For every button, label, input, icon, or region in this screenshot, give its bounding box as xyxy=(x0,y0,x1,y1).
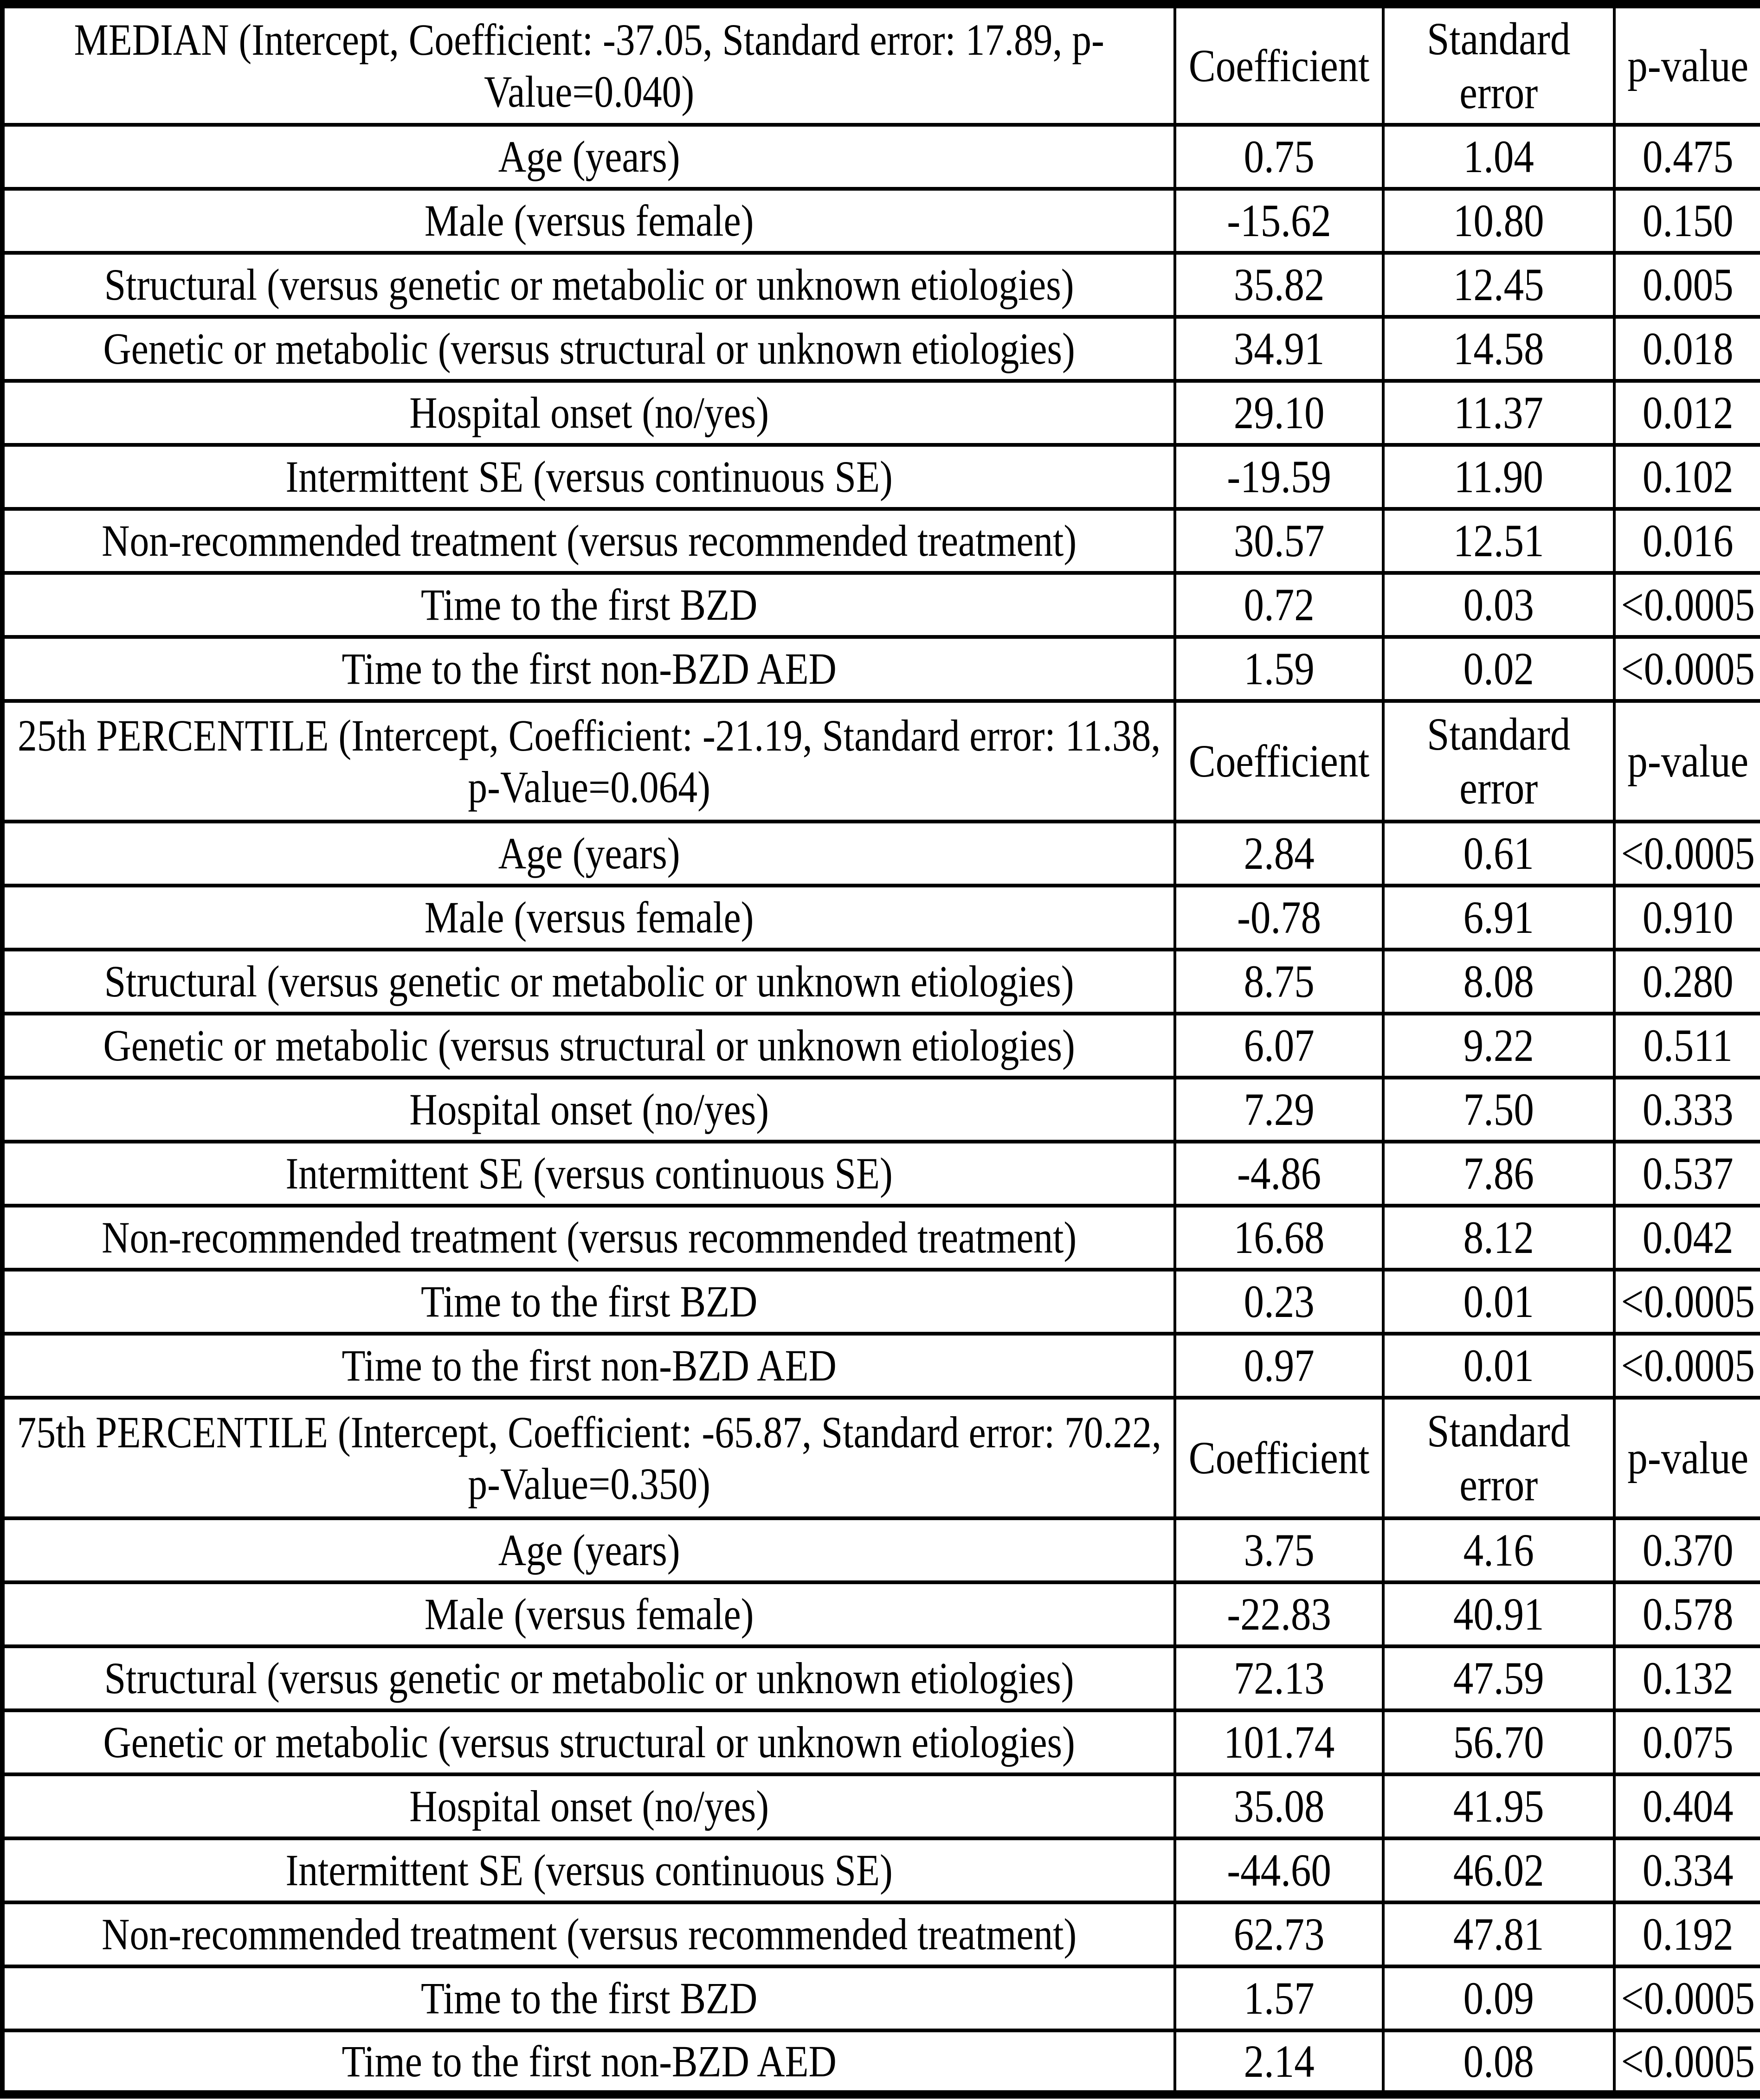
coefficient-value xyxy=(1175,1838,1383,1902)
section-title-text: 25th PERCENTILE (Intercept, Coefficient: -21.19, Standard error: 11.38, p-Value=0.064) xyxy=(17,710,1161,812)
p-value xyxy=(1614,886,1760,950)
p-value xyxy=(1614,1078,1760,1142)
standard-error-value xyxy=(1383,1774,1614,1838)
table-row xyxy=(2,1518,1760,1582)
p-value-text: <0.0005 xyxy=(1621,1276,1755,1327)
p-value-text: 0.005 xyxy=(1642,259,1734,310)
column-header-standard-error xyxy=(1383,701,1614,822)
predictor-label-text: Non-recommended treatment (versus recommended treatment) xyxy=(101,1909,1077,1959)
table-row xyxy=(2,381,1760,445)
predictor-label-text: Genetic or metabolic (versus structural or unknown etiologies) xyxy=(103,324,1075,374)
coefficient-value-text: 35.08 xyxy=(1233,1780,1325,1832)
predictor-label xyxy=(2,1014,1175,1078)
predictor-label-text: Intermittent SE (versus continuous SE) xyxy=(285,1149,893,1199)
coefficient-value xyxy=(1175,1334,1383,1398)
predictor-label-text: Time to the first BZD xyxy=(420,1277,758,1327)
predictor-label-text: Hospital onset (no/yes) xyxy=(409,388,769,438)
predictor-label xyxy=(2,950,1175,1014)
coefficient-value-text: 72.13 xyxy=(1233,1652,1325,1704)
standard-error-value xyxy=(1383,573,1614,637)
column-header-text: p-value xyxy=(1627,735,1748,787)
table-row xyxy=(2,637,1760,701)
standard-error-value-text: 0.02 xyxy=(1463,643,1534,694)
predictor-label-text: Male (versus female) xyxy=(424,196,754,246)
standard-error-value-text: 0.09 xyxy=(1463,1972,1534,2024)
predictor-label xyxy=(2,1838,1175,1902)
standard-error-value xyxy=(1383,125,1614,189)
predictor-label-text: Non-recommended treatment (versus recommended treatment) xyxy=(101,516,1077,566)
coefficient-value-text: 6.07 xyxy=(1244,1020,1315,1071)
standard-error-value-text: 0.61 xyxy=(1463,828,1534,879)
standard-error-value-text: 4.16 xyxy=(1463,1524,1534,1576)
standard-error-value xyxy=(1383,1206,1614,1270)
predictor-label xyxy=(2,1646,1175,1710)
p-value-text: <0.0005 xyxy=(1621,579,1755,630)
predictor-label-text: Intermittent SE (versus continuous SE) xyxy=(285,452,893,502)
table-row xyxy=(2,445,1760,509)
coefficient-value xyxy=(1175,317,1383,381)
predictor-label-text: Intermittent SE (versus continuous SE) xyxy=(285,1845,893,1895)
p-value xyxy=(1614,1142,1760,1206)
standard-error-value xyxy=(1383,637,1614,701)
standard-error-value xyxy=(1383,1646,1614,1710)
standard-error-value-text: 6.91 xyxy=(1463,892,1534,943)
standard-error-value-text: 8.08 xyxy=(1463,956,1534,1007)
predictor-label-text: Structural (versus genetic or metabolic or unknown etiologies) xyxy=(104,260,1074,310)
predictor-label-text: Time to the first non-BZD AED xyxy=(342,644,837,694)
p-value-text: 0.511 xyxy=(1643,1020,1733,1071)
standard-error-value xyxy=(1383,1270,1614,1334)
standard-error-value xyxy=(1383,950,1614,1014)
p-value xyxy=(1614,1206,1760,1270)
table-row xyxy=(2,1078,1760,1142)
table-row xyxy=(2,509,1760,573)
p-value-text: 0.012 xyxy=(1642,387,1734,438)
p-value xyxy=(1614,1270,1760,1334)
section-header-row xyxy=(2,701,1760,822)
table-row xyxy=(2,1774,1760,1838)
column-header-text: Standard error xyxy=(1427,13,1571,118)
predictor-label xyxy=(2,1142,1175,1206)
section-title xyxy=(2,1398,1175,1518)
table-row xyxy=(2,2030,1760,2094)
p-value xyxy=(1614,317,1760,381)
coefficient-value-text: 2.84 xyxy=(1244,828,1315,879)
p-value-text: 0.018 xyxy=(1642,323,1734,374)
p-value xyxy=(1614,125,1760,189)
predictor-label-text: Time to the first non-BZD AED xyxy=(342,2036,837,2086)
section-25th-percentile xyxy=(2,701,1760,1398)
standard-error-value xyxy=(1383,1142,1614,1206)
coefficient-value-text: 7.29 xyxy=(1244,1084,1315,1135)
predictor-label-text: Age (years) xyxy=(498,1525,680,1575)
coefficient-value-text: 8.75 xyxy=(1244,956,1315,1007)
p-value xyxy=(1614,189,1760,253)
table-row xyxy=(2,886,1760,950)
coefficient-value xyxy=(1175,1646,1383,1710)
standard-error-value-text: 12.51 xyxy=(1453,515,1544,566)
p-value xyxy=(1614,2030,1760,2094)
coefficient-value xyxy=(1175,1902,1383,1966)
p-value xyxy=(1614,1774,1760,1838)
p-value xyxy=(1614,1902,1760,1966)
p-value-text: 0.910 xyxy=(1642,892,1734,943)
table-row xyxy=(2,1270,1760,1334)
p-value-text: <0.0005 xyxy=(1621,828,1755,879)
coefficient-value-text: -0.78 xyxy=(1237,892,1322,943)
standard-error-value-text: 41.95 xyxy=(1453,1780,1544,1832)
column-header-text: Standard error xyxy=(1427,1405,1571,1510)
p-value xyxy=(1614,1014,1760,1078)
coefficient-value-text: 16.68 xyxy=(1233,1212,1325,1263)
p-value xyxy=(1614,253,1760,317)
standard-error-value-text: 40.91 xyxy=(1453,1588,1544,1640)
coefficient-value xyxy=(1175,125,1383,189)
standard-error-value xyxy=(1383,381,1614,445)
p-value-text: 0.016 xyxy=(1642,515,1734,566)
predictor-label-text: Age (years) xyxy=(498,828,680,879)
predictor-label xyxy=(2,1078,1175,1142)
column-header-coefficient xyxy=(1175,4,1383,125)
predictor-label xyxy=(2,1710,1175,1774)
predictor-label xyxy=(2,1902,1175,1966)
coefficient-value-text: 1.57 xyxy=(1244,1972,1315,2024)
table-row xyxy=(2,573,1760,637)
coefficient-value-text: -19.59 xyxy=(1227,451,1331,502)
section-title-text: MEDIAN (Intercept, Coefficient: -37.05, Standard error: 17.89, p-Value=0.040) xyxy=(74,15,1104,116)
table-row xyxy=(2,1014,1760,1078)
standard-error-value-text: 0.03 xyxy=(1463,579,1534,630)
p-value-text: 0.042 xyxy=(1642,1212,1734,1263)
table-row xyxy=(2,1838,1760,1902)
table-row xyxy=(2,1646,1760,1710)
section-header-row xyxy=(2,4,1760,125)
predictor-label-text: Time to the first non-BZD AED xyxy=(342,1341,837,1391)
p-value-text: 0.370 xyxy=(1642,1524,1734,1576)
section-header-row xyxy=(2,1398,1760,1518)
predictor-label xyxy=(2,1518,1175,1582)
p-value-text: 0.334 xyxy=(1642,1844,1734,1896)
standard-error-value xyxy=(1383,1710,1614,1774)
column-header-p-value xyxy=(1614,701,1760,822)
table-row xyxy=(2,1902,1760,1966)
standard-error-value xyxy=(1383,317,1614,381)
coefficient-value xyxy=(1175,381,1383,445)
column-header-p-value xyxy=(1614,4,1760,125)
standard-error-value xyxy=(1383,1014,1614,1078)
p-value xyxy=(1614,1334,1760,1398)
standard-error-value xyxy=(1383,1334,1614,1398)
table-row xyxy=(2,317,1760,381)
section-median xyxy=(2,4,1760,701)
predictor-label-text: Structural (versus genetic or metabolic or unknown etiologies) xyxy=(104,957,1074,1007)
coefficient-value-text: 101.74 xyxy=(1223,1716,1335,1768)
predictor-label-text: Time to the first BZD xyxy=(420,580,758,630)
table-row xyxy=(2,189,1760,253)
standard-error-value xyxy=(1383,822,1614,886)
table-row xyxy=(2,253,1760,317)
p-value xyxy=(1614,637,1760,701)
p-value xyxy=(1614,573,1760,637)
section-title xyxy=(2,701,1175,822)
coefficient-value xyxy=(1175,1078,1383,1142)
p-value xyxy=(1614,1838,1760,1902)
coefficient-value xyxy=(1175,1206,1383,1270)
coefficient-value-text: 0.97 xyxy=(1244,1340,1315,1391)
standard-error-value xyxy=(1383,1838,1614,1902)
standard-error-value xyxy=(1383,1966,1614,2030)
predictor-label-text: Male (versus female) xyxy=(424,1589,754,1639)
coefficient-value-text: -15.62 xyxy=(1227,195,1331,246)
coefficient-value-text: 30.57 xyxy=(1233,515,1325,566)
standard-error-value-text: 7.86 xyxy=(1463,1148,1534,1199)
standard-error-value-text: 7.50 xyxy=(1463,1084,1534,1135)
predictor-label xyxy=(2,381,1175,445)
coefficient-value xyxy=(1175,2030,1383,2094)
section-title xyxy=(2,4,1175,125)
p-value xyxy=(1614,509,1760,573)
p-value xyxy=(1614,1582,1760,1646)
p-value xyxy=(1614,1710,1760,1774)
standard-error-value xyxy=(1383,1078,1614,1142)
coefficient-value-text: 0.72 xyxy=(1244,579,1315,630)
section-title-text: 75th PERCENTILE (Intercept, Coefficient: -65.87, Standard error: 70.22, p-Value=0.350) xyxy=(17,1407,1161,1509)
coefficient-value xyxy=(1175,822,1383,886)
column-header-coefficient xyxy=(1175,701,1383,822)
p-value-text: 0.192 xyxy=(1642,1908,1734,1960)
p-value-text: 0.578 xyxy=(1642,1588,1734,1640)
coefficient-value-text: 35.82 xyxy=(1233,259,1325,310)
p-value-text: <0.0005 xyxy=(1621,1972,1755,2024)
table-row xyxy=(2,1206,1760,1270)
coefficient-value xyxy=(1175,950,1383,1014)
predictor-label xyxy=(2,2030,1175,2094)
column-header-text: Standard error xyxy=(1427,708,1571,814)
standard-error-value xyxy=(1383,509,1614,573)
coefficient-value xyxy=(1175,1142,1383,1206)
p-value-text: 0.475 xyxy=(1642,131,1734,182)
predictor-label xyxy=(2,1334,1175,1398)
standard-error-value-text: 46.02 xyxy=(1453,1844,1544,1896)
predictor-label-text: Structural (versus genetic or metabolic or unknown etiologies) xyxy=(104,1653,1074,1703)
column-header-coefficient xyxy=(1175,1398,1383,1518)
predictor-label-text: Hospital onset (no/yes) xyxy=(409,1781,769,1831)
standard-error-value-text: 0.01 xyxy=(1463,1340,1534,1391)
section-75th-percentile xyxy=(2,1398,1760,2094)
predictor-label xyxy=(2,1582,1175,1646)
column-header-standard-error xyxy=(1383,4,1614,125)
p-value xyxy=(1614,381,1760,445)
standard-error-value-text: 11.37 xyxy=(1454,387,1544,438)
column-header-p-value xyxy=(1614,1398,1760,1518)
standard-error-value-text: 1.04 xyxy=(1463,131,1534,182)
predictor-label xyxy=(2,125,1175,189)
column-header-text: Coefficient xyxy=(1188,1432,1370,1483)
column-header-text: p-value xyxy=(1627,39,1748,91)
p-value-text: 0.333 xyxy=(1642,1084,1734,1135)
standard-error-value-text: 47.81 xyxy=(1453,1908,1544,1960)
coefficient-value-text: 3.75 xyxy=(1244,1524,1315,1576)
standard-error-value-text: 0.08 xyxy=(1463,2035,1534,2087)
coefficient-value xyxy=(1175,445,1383,509)
standard-error-value xyxy=(1383,445,1614,509)
p-value xyxy=(1614,950,1760,1014)
standard-error-value xyxy=(1383,1518,1614,1582)
coefficient-value xyxy=(1175,573,1383,637)
predictor-label xyxy=(2,189,1175,253)
p-value-text: <0.0005 xyxy=(1621,2035,1755,2087)
p-value-text: 0.150 xyxy=(1642,195,1734,246)
p-value-text: 0.280 xyxy=(1642,956,1734,1007)
table-row xyxy=(2,1966,1760,2030)
standard-error-value-text: 10.80 xyxy=(1453,195,1544,246)
p-value-text: <0.0005 xyxy=(1621,643,1755,694)
standard-error-value-text: 56.70 xyxy=(1453,1716,1544,1768)
predictor-label xyxy=(2,317,1175,381)
standard-error-value-text: 9.22 xyxy=(1463,1020,1534,1071)
table-row xyxy=(2,1142,1760,1206)
standard-error-value-text: 14.58 xyxy=(1453,323,1544,374)
coefficient-value-text: 1.59 xyxy=(1244,643,1315,694)
p-value-text: 0.404 xyxy=(1642,1780,1734,1832)
predictor-label xyxy=(2,573,1175,637)
p-value-text: 0.132 xyxy=(1642,1652,1734,1704)
p-value-text: 0.537 xyxy=(1642,1148,1734,1199)
predictor-label xyxy=(2,1774,1175,1838)
predictor-label-text: Non-recommended treatment (versus recommended treatment) xyxy=(101,1213,1077,1263)
coefficient-value xyxy=(1175,1582,1383,1646)
coefficient-value xyxy=(1175,1710,1383,1774)
standard-error-value-text: 11.90 xyxy=(1454,451,1544,502)
coefficient-value-text: 0.75 xyxy=(1244,131,1315,182)
coefficient-value-text: 62.73 xyxy=(1233,1908,1325,1960)
coefficient-value-text: 0.23 xyxy=(1244,1276,1315,1327)
coefficient-value-text: 2.14 xyxy=(1244,2035,1315,2087)
coefficient-value-text: -4.86 xyxy=(1237,1148,1322,1199)
table-row xyxy=(2,125,1760,189)
predictor-label xyxy=(2,1966,1175,2030)
standard-error-value xyxy=(1383,1902,1614,1966)
p-value xyxy=(1614,1966,1760,2030)
predictor-label-text: Age (years) xyxy=(498,132,680,182)
predictor-label xyxy=(2,822,1175,886)
column-header-text: p-value xyxy=(1627,1432,1748,1483)
p-value xyxy=(1614,445,1760,509)
table-row xyxy=(2,1334,1760,1398)
column-header-text: Coefficient xyxy=(1188,735,1370,787)
standard-error-value xyxy=(1383,886,1614,950)
standard-error-value xyxy=(1383,253,1614,317)
predictor-label-text: Time to the first BZD xyxy=(420,1973,758,2023)
predictor-label-text: Genetic or metabolic (versus structural or unknown etiologies) xyxy=(103,1021,1075,1071)
predictor-label-text: Male (versus female) xyxy=(424,893,754,943)
coefficient-value xyxy=(1175,253,1383,317)
predictor-label xyxy=(2,509,1175,573)
standard-error-value-text: 47.59 xyxy=(1453,1652,1544,1704)
column-header-standard-error xyxy=(1383,1398,1614,1518)
table-row xyxy=(2,1582,1760,1646)
predictor-label xyxy=(2,637,1175,701)
coefficient-value xyxy=(1175,1966,1383,2030)
table-row xyxy=(2,822,1760,886)
coefficient-value xyxy=(1175,189,1383,253)
standard-error-value xyxy=(1383,1582,1614,1646)
standard-error-value-text: 8.12 xyxy=(1463,1212,1534,1263)
table-row xyxy=(2,1710,1760,1774)
p-value xyxy=(1614,822,1760,886)
predictor-label-text: Genetic or metabolic (versus structural or unknown etiologies) xyxy=(103,1717,1075,1767)
coefficient-value xyxy=(1175,886,1383,950)
coefficient-value-text: -44.60 xyxy=(1227,1844,1331,1896)
coefficient-value xyxy=(1175,1774,1383,1838)
standard-error-value xyxy=(1383,189,1614,253)
column-header-text: Coefficient xyxy=(1188,39,1370,91)
predictor-label-text: Hospital onset (no/yes) xyxy=(409,1085,769,1135)
coefficient-value xyxy=(1175,1270,1383,1334)
coefficient-value xyxy=(1175,1518,1383,1582)
predictor-label xyxy=(2,886,1175,950)
coefficient-value-text: 34.91 xyxy=(1233,323,1325,374)
predictor-label xyxy=(2,1206,1175,1270)
coefficient-value xyxy=(1175,637,1383,701)
predictor-label xyxy=(2,1270,1175,1334)
p-value xyxy=(1614,1518,1760,1582)
predictor-label xyxy=(2,253,1175,317)
coefficient-value-text: -22.83 xyxy=(1227,1588,1331,1640)
p-value-text: 0.102 xyxy=(1642,451,1734,502)
p-value-text: <0.0005 xyxy=(1621,1340,1755,1391)
p-value xyxy=(1614,1646,1760,1710)
coefficient-value xyxy=(1175,509,1383,573)
standard-error-value-text: 0.01 xyxy=(1463,1276,1534,1327)
standard-error-value xyxy=(1383,2030,1614,2094)
coefficient-value-text: 29.10 xyxy=(1233,387,1325,438)
p-value-text: 0.075 xyxy=(1642,1716,1734,1768)
coefficient-value xyxy=(1175,1014,1383,1078)
standard-error-value-text: 12.45 xyxy=(1453,259,1544,310)
predictor-label xyxy=(2,445,1175,509)
table-row xyxy=(2,950,1760,1014)
